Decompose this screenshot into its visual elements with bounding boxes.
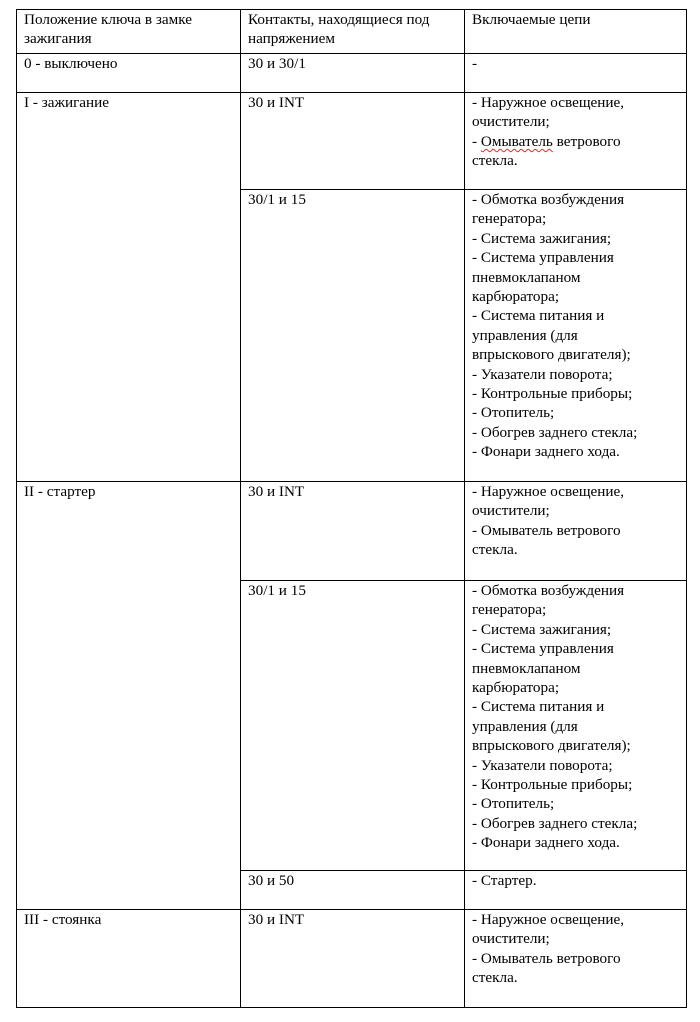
circuits-cell: - Обмотка возбуждения генератора; - Система зажигания; - Система управления пневмоклапаном карбюратора; - Система питания и управления (для впрыскового двигателя); - Указатели поворота; - Контрольные приборы; - Отопитель; - Обогрев заднего стекла; - Фонари заднего хода. xyxy=(465,190,687,482)
contacts-cell: 30 и INT xyxy=(241,482,465,581)
key-position-cell: 0 - выключено xyxy=(17,54,241,93)
circuits-cell: - Наружное освещение, очистители; - Омыватель ветрового стекла. xyxy=(465,910,687,1008)
ignition-switch-table xyxy=(16,9,687,1008)
circuits-text: - Наружное освещение, очистители; - xyxy=(472,94,625,150)
header-energized-contacts: Контакты, находящиеся под напряжением xyxy=(241,10,465,54)
contacts-cell: 30 и INT xyxy=(241,93,465,190)
header-row xyxy=(17,10,687,54)
table-row xyxy=(17,93,687,190)
contacts-cell: 30 и 30/1 xyxy=(241,54,465,93)
contacts-cell: 30 и INT xyxy=(241,910,465,1008)
circuits-cell: - xyxy=(465,54,687,93)
contacts-cell: 30/1 и 15 xyxy=(241,190,465,482)
header-key-position: Положение ключа в замке зажигания xyxy=(17,10,241,54)
circuits-cell xyxy=(465,93,687,190)
key-position-cell: I - зажигание xyxy=(17,93,241,482)
table-row xyxy=(17,482,687,581)
key-position-cell: III - стоянка xyxy=(17,910,241,1008)
contacts-cell: 30/1 и 15 xyxy=(241,581,465,871)
key-position-cell: II - стартер xyxy=(17,482,241,910)
table-row xyxy=(17,54,687,93)
contacts-cell: 30 и 50 xyxy=(241,871,465,910)
table-row xyxy=(17,910,687,1008)
circuits-cell: - Стартер. xyxy=(465,871,687,910)
header-enabled-circuits: Включаемые цепи xyxy=(465,10,687,54)
circuits-cell: - Обмотка возбуждения генератора; - Система зажигания; - Система управления пневмоклапаном карбюратора; - Система питания и управления (для впрыскового двигателя); - Указатели поворота; - Контрольные приборы; - Отопитель; - Обогрев заднего стекла; - Фонари заднего хода. xyxy=(465,581,687,871)
spellcheck-underlined-word: Омыватель xyxy=(480,132,553,150)
circuits-cell: - Наружное освещение, очистители; - Омыватель ветрового стекла. xyxy=(465,482,687,581)
circuits-text: ветрового стекла. xyxy=(472,132,621,170)
